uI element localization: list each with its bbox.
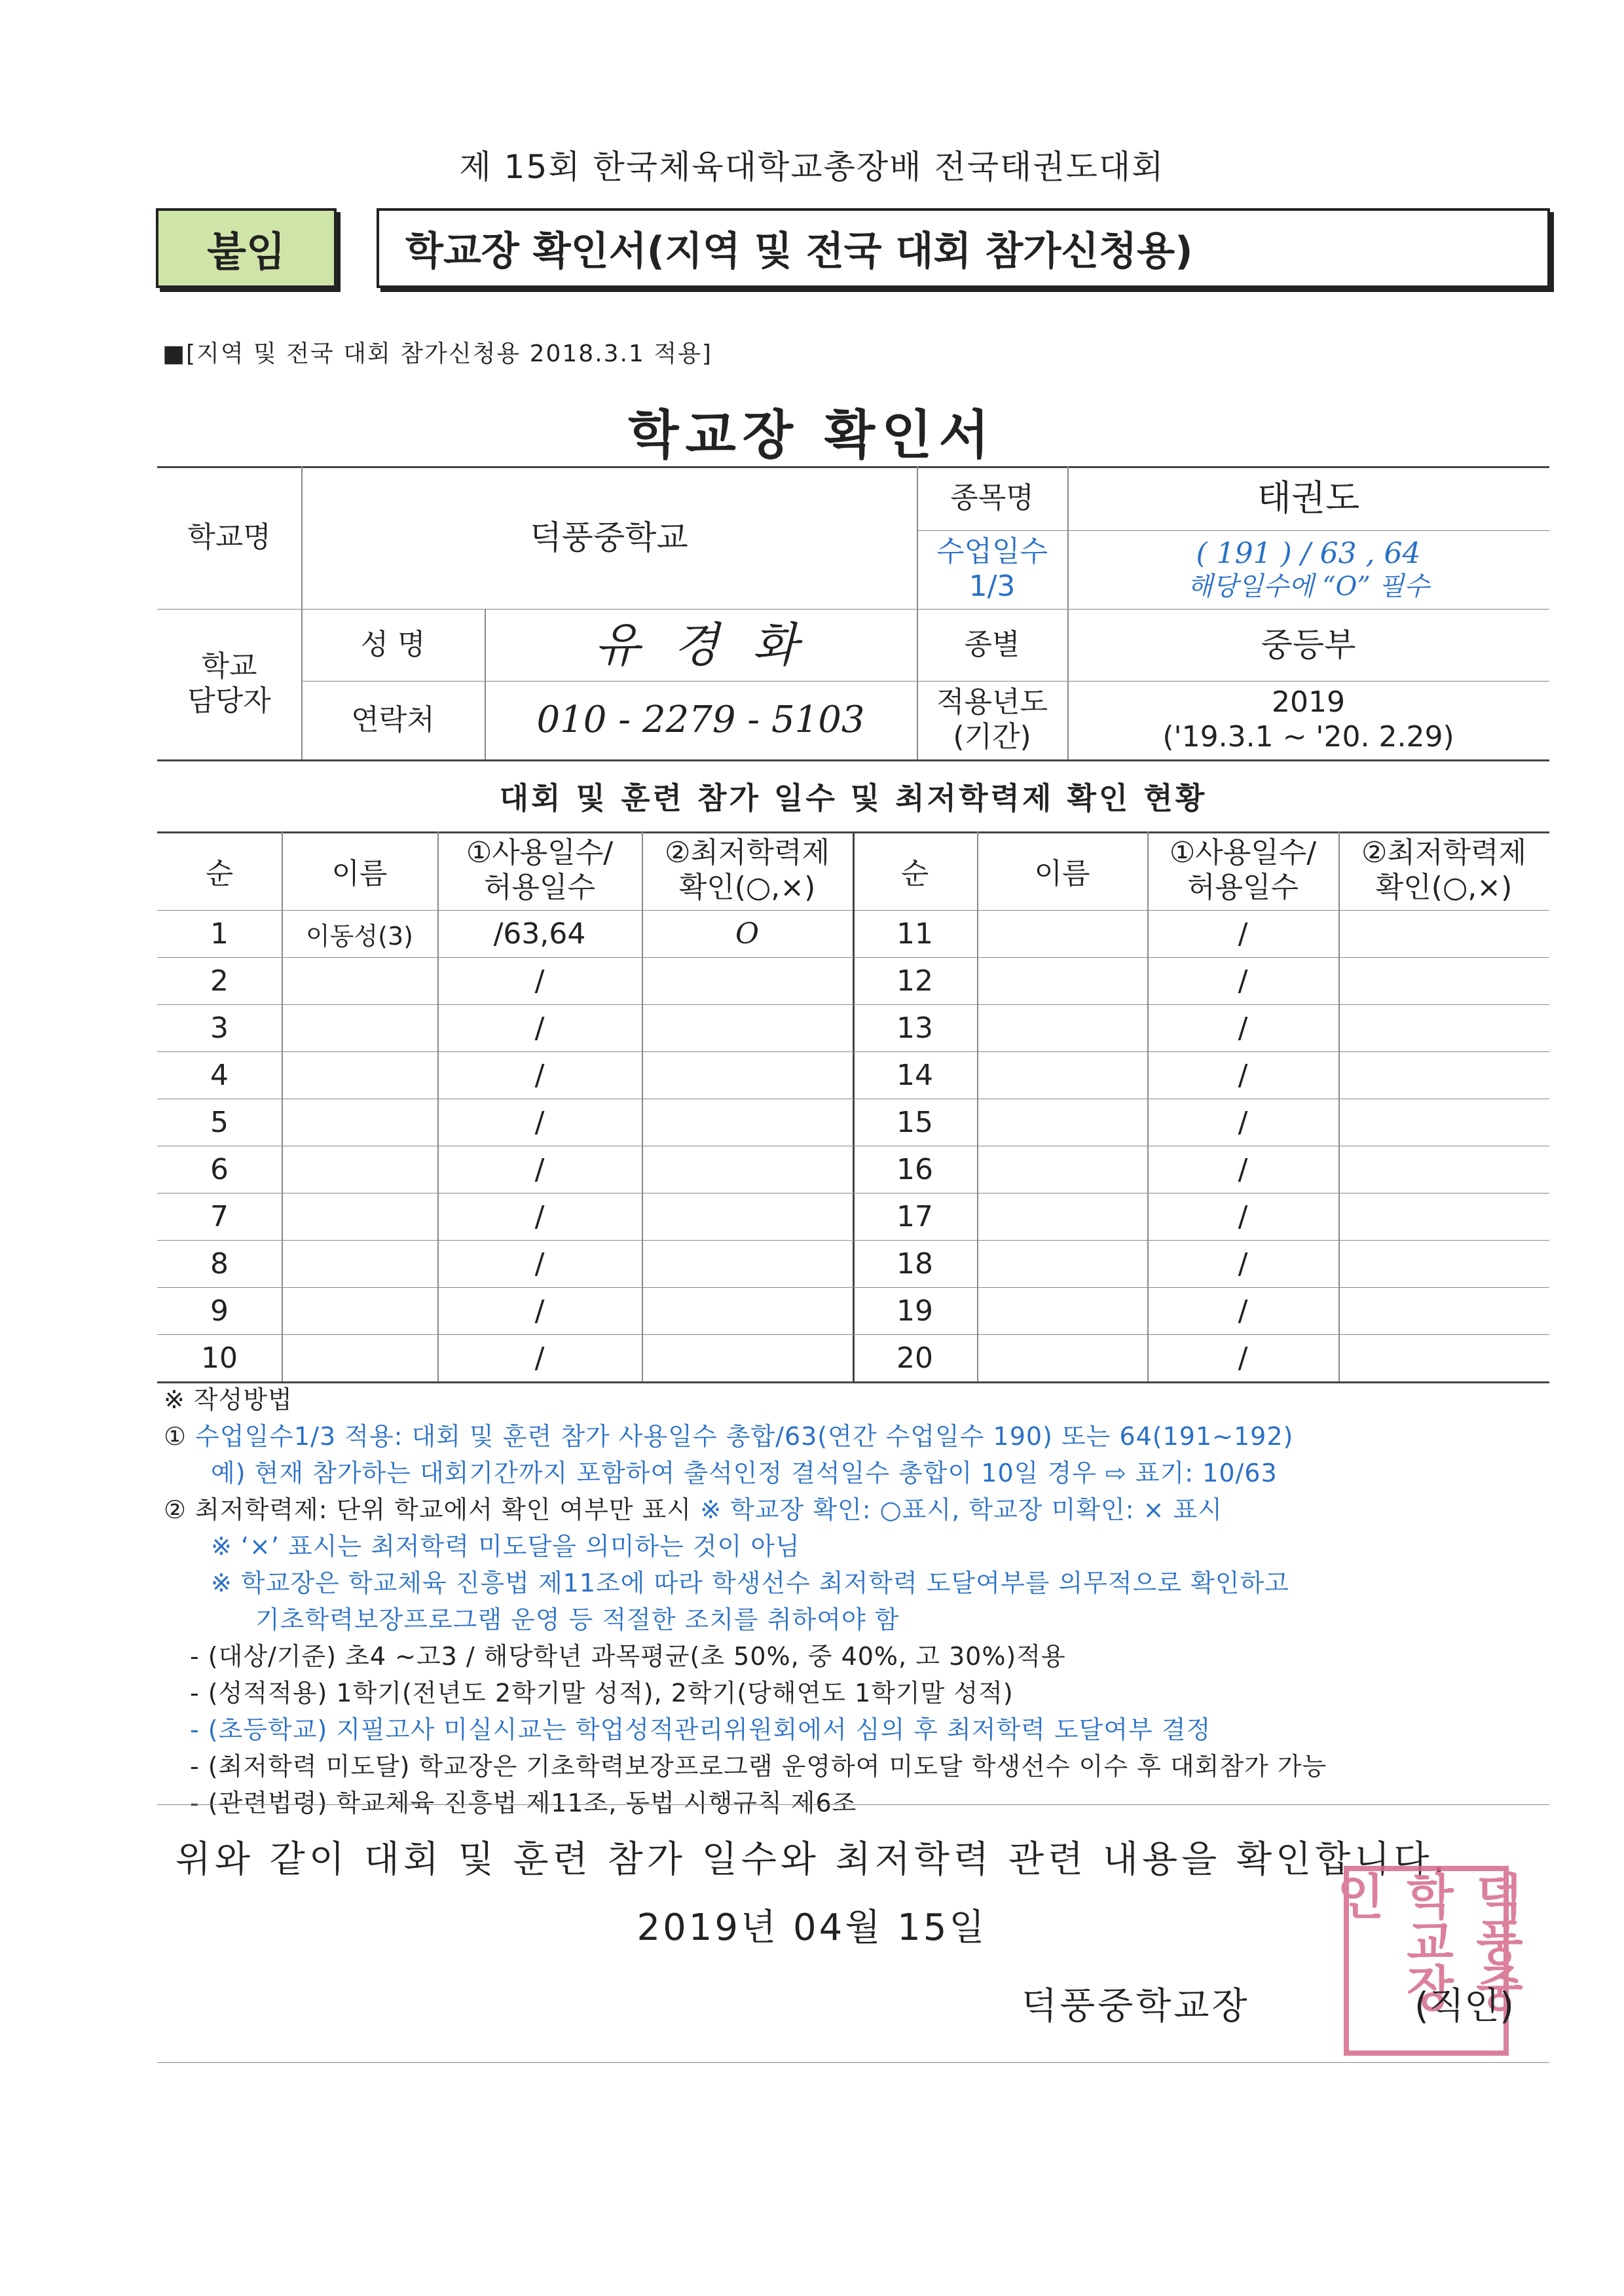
manager-label-line2: 담당자 (187, 684, 271, 718)
class-days-fraction: ( 191 ) / 63 , 64 (1196, 536, 1421, 570)
header-min (1338, 831, 1549, 910)
row-days-used: / (1238, 1058, 1248, 1092)
contact-value: 010 - 2279 - 5103 (536, 699, 865, 742)
row-student-name (977, 1004, 1147, 1051)
row-student-name (282, 1193, 437, 1240)
instruction-2 (164, 1491, 1327, 1528)
row-student-name (282, 1240, 437, 1287)
instruction-2-marks: ※ 학교장 확인: ○표시, 학교장 미확인: × 표시 (700, 1495, 1223, 1524)
header-days-line2: 허용일수 (483, 871, 595, 904)
row-days-used: / (1238, 1294, 1248, 1328)
row-number: 1 (210, 917, 229, 951)
row-min-achievement (642, 957, 853, 1004)
name-label: 성 명 (360, 627, 426, 661)
row-student-name (977, 1193, 1147, 1240)
year: 2019 (1272, 685, 1345, 720)
bullet-below-min: - (최저학력 미도달) 학교장은 기초학력보장프로그램 운영하여 미도달 학생선수 이수 후 대회참가 가능 (190, 1752, 1327, 1781)
row-days-used: / (534, 1199, 545, 1233)
sport-label: 종목명 (950, 481, 1034, 515)
year-value (1067, 681, 1549, 759)
header-name: 이름 (1034, 857, 1090, 890)
event-title: 제 15회 한국체육대학교총장배 전국태권도대회 (459, 148, 1165, 186)
class-days-value (1067, 530, 1549, 609)
attachment-label: 붙임 (156, 208, 337, 288)
row-student-name (282, 1287, 437, 1334)
official-seal-stamp: 덕풍중학교장인 (1344, 1866, 1509, 2056)
row-number: 7 (210, 1199, 229, 1233)
form-heading: 학교장 확인서(지역 및 전국 대회 참가신청용) (377, 208, 1550, 288)
row-student-name (977, 1099, 1147, 1146)
row-min-achievement (642, 1146, 853, 1193)
header-days (1147, 831, 1338, 910)
info-bottom-rule (157, 759, 1549, 761)
row-days-used: / (1238, 1011, 1248, 1045)
row-min-achievement (642, 1051, 853, 1099)
row-min-achievement (1338, 1051, 1549, 1099)
row-min-achievement (1338, 1099, 1549, 1146)
row-days-used: / (534, 1011, 545, 1045)
row-number: 17 (896, 1199, 933, 1233)
row-days-used: / (1238, 1341, 1248, 1375)
row-number: 15 (896, 1105, 933, 1139)
year-label (917, 681, 1067, 759)
row-student-name (977, 1051, 1147, 1099)
row-number: 20 (896, 1341, 933, 1375)
row-days-used: / (1238, 917, 1248, 951)
row-number: 9 (210, 1294, 229, 1328)
confirmation-statement: 위와 같이 대회 및 훈련 참가 일수와 최저학력 관련 내용을 확인합니다. (175, 1838, 1449, 1881)
instruction-1 (164, 1418, 1327, 1455)
row-number: 10 (201, 1341, 238, 1375)
row-number: 16 (896, 1152, 933, 1186)
header-min-line1: ②최저학력제 (665, 836, 830, 870)
year-label-line1: 적용년도 (936, 685, 1048, 720)
instruction-1-text: 수업일수1/3 적용: 대회 및 훈련 참가 사용일수 총합/63(연간 수업일수 190) 또는 64(191~192) (195, 1422, 1294, 1451)
row-days-used: / (1238, 1105, 1248, 1139)
row-min-achievement (1338, 1004, 1549, 1051)
manager-name: 유 경 화 (594, 617, 807, 672)
year-label-line2: (기간) (953, 720, 1031, 754)
manager-label (157, 609, 301, 759)
instruction-2-text: 최저학력제: 단위 학교에서 확인 여부만 표시 (195, 1495, 692, 1524)
row-days-used: / (534, 1294, 545, 1328)
row-days-used: / (1238, 1152, 1248, 1186)
row-number: 13 (896, 1011, 933, 1045)
row-student-name (977, 1287, 1147, 1334)
row-number: 5 (210, 1105, 229, 1139)
instructions-heading: ※ 작성방법 (164, 1385, 293, 1414)
class-days-note: 해당일수에 “O” 필수 (1187, 572, 1430, 602)
row-days-used: / (1238, 1199, 1248, 1233)
row-student-name: 이동성(3) (306, 921, 413, 951)
row-min-achievement (642, 1334, 853, 1381)
row-student-name (282, 957, 437, 1004)
header-days-line2: 허용일수 (1187, 871, 1299, 904)
row-number: 14 (896, 1058, 933, 1092)
header-min-line2: 확인(○,×) (1375, 871, 1513, 904)
sport-value: 태권도 (1257, 477, 1360, 519)
school-label: 학교명 (187, 520, 271, 554)
row-number: 8 (210, 1247, 229, 1281)
row-days-used: / (1238, 1247, 1248, 1281)
row-number: 18 (896, 1247, 933, 1281)
header-days (437, 831, 642, 910)
header-days-line1: ①사용일수/ (1169, 836, 1317, 870)
class-days-label-line2: 1/3 (969, 570, 1016, 603)
row-student-name (282, 1051, 437, 1099)
row-min-achievement (642, 1193, 853, 1240)
bullet-elementary: - (초등학교) 지필고사 미실시교는 학업성적관리위원회에서 심의 후 최저학력 도달여부 결정 (190, 1715, 1211, 1744)
row-min-achievement (1338, 910, 1549, 957)
row-days-used: / (534, 964, 545, 998)
row-student-name (977, 910, 1147, 957)
row-min-achievement (1338, 1193, 1549, 1240)
instruction-1-marker: ① (164, 1422, 187, 1451)
instructions (164, 1381, 1327, 1821)
row-days-used: /63,64 (493, 917, 586, 951)
period: ('19.3.1 ~ '20. 2.29) (1162, 720, 1454, 754)
row-min-achievement (1338, 1146, 1549, 1193)
confirmation-date: 2019년 04월 15일 (637, 1906, 987, 1949)
row-student-name (977, 1146, 1147, 1193)
division-value: 중등부 (1261, 626, 1356, 664)
row-student-name (977, 957, 1147, 1004)
document-title: 학교장 확인서 (628, 405, 996, 465)
row-days-used: / (1238, 964, 1248, 998)
row-number: 3 (210, 1011, 229, 1045)
row-number: 12 (896, 964, 933, 998)
row-student-name (282, 1146, 437, 1193)
row-days-used: / (534, 1105, 545, 1139)
header-name: 이름 (331, 857, 388, 890)
row-student-name (282, 1099, 437, 1146)
row-min-achievement (1338, 1240, 1549, 1287)
bullet-laws: - (관련법령) 학교체육 진흥법 제11조, 동법 시행규칙 제6조 (190, 1789, 857, 1817)
row-min-achievement: O (735, 917, 760, 951)
header-min-line2: 확인(○,×) (678, 871, 816, 904)
manager-label-line1: 학교 (201, 649, 257, 683)
instruction-3: ※ ‘×’ 표시는 최저학력 미도달을 의미하는 것이 아님 (211, 1532, 800, 1561)
principal-name: 덕풍중학교장 (1022, 1985, 1250, 2028)
contact-label: 연락처 (351, 702, 435, 737)
header-days-line1: ①사용일수/ (466, 836, 614, 870)
row-student-name (282, 1334, 437, 1381)
footer-divider (157, 2062, 1549, 2063)
bullet-grades: - (성적적용) 1학기(전년도 2학기말 성적), 2학기(당해연도 1학기말 성적) (190, 1679, 1014, 1707)
row-min-achievement (642, 1287, 853, 1334)
seal-note: (직인) (1414, 1985, 1514, 2028)
row-days-used: / (534, 1152, 545, 1186)
row-number: 2 (210, 964, 229, 998)
header-min-line1: ②최저학력제 (1361, 836, 1526, 870)
row-student-name (282, 1004, 437, 1051)
bullet-target: - (대상/기준) 초4 ~고3 / 해당학년 과목평균(초 50%, 중 40%, 고 30%)적용 (190, 1642, 1066, 1671)
instruction-1-example: 예) 현재 참가하는 대회기간까지 포함하여 출석인정 결석일수 총합이 10일 경우 ⇨ 표기: 10/63 (211, 1459, 1278, 1487)
row-min-achievement (642, 1099, 853, 1146)
class-days-label-line1: 수업일수 (936, 535, 1048, 569)
notes-divider (157, 1804, 1549, 1805)
instruction-4-cont: 기초학력보장프로그램 운영 등 적절한 조치를 취하여야 함 (255, 1605, 900, 1634)
row-number: 19 (896, 1294, 933, 1328)
header-no: 순 (900, 857, 929, 890)
row-student-name (977, 1334, 1147, 1381)
row-days-used: / (534, 1058, 545, 1092)
header-no: 순 (205, 857, 234, 890)
row-min-achievement (642, 1004, 853, 1051)
row-number: 6 (210, 1152, 229, 1186)
instruction-4: ※ 학교장은 학교체육 진흥법 제11조에 따라 학생선수 최저학력 도달여부를 의무적으로 확인하고 (211, 1569, 1289, 1597)
table-caption: 대회 및 훈련 참가 일수 및 최저학력제 확인 현황 (499, 780, 1208, 816)
header-min (642, 831, 853, 910)
row-number: 4 (210, 1058, 229, 1092)
class-days-label (917, 530, 1067, 609)
division-label: 종별 (964, 627, 1020, 661)
instruction-2-marker: ② (164, 1495, 187, 1524)
row-number: 11 (896, 917, 933, 951)
row-min-achievement (1338, 1287, 1549, 1334)
row-min-achievement (1338, 1334, 1549, 1381)
row-days-used: / (534, 1341, 545, 1375)
school-name: 덕풍중학교 (530, 519, 688, 556)
row-days-used: / (534, 1247, 545, 1281)
form-note: ■[지역 및 전국 대회 참가신청용 2018.3.1 적용] (162, 340, 712, 367)
row-student-name (977, 1240, 1147, 1287)
row-min-achievement (1338, 957, 1549, 1004)
row-min-achievement (642, 1240, 853, 1287)
